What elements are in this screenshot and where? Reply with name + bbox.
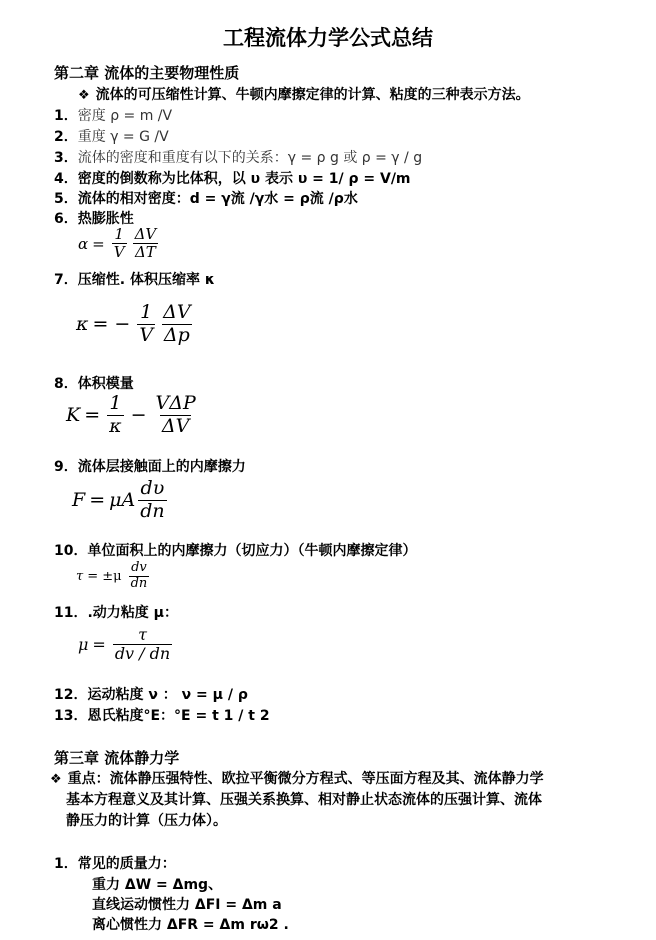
centrifugal-inertial-force-line: 离心惯性力 ΔFR = Δm rω2 . xyxy=(92,917,289,933)
fraction: $\frac{1}{\kappa}$ xyxy=(109,392,122,437)
fraction: $\frac{d\upsilon}{dn}$ xyxy=(140,477,165,522)
fraction: $\frac{\Delta V}{\Delta p}$ xyxy=(163,301,191,346)
fraction: $\frac{\tau}{dv / dn}$ xyxy=(114,625,171,664)
item-2: 2．重度 γ = G /V xyxy=(54,129,169,145)
item-8: 8．体积模量 xyxy=(54,376,134,392)
formula-bulk-modulus: K = $\frac{1}{\kappa}$ − $\frac{\text{VΔP}}{\Delta V}$ xyxy=(66,392,196,437)
formula-thermal-expansion: α = $\frac{1}{V}$ $\frac{\Delta V}{\Delta T}$ xyxy=(78,225,157,262)
gravity-force-line: 重力 ΔW = Δmg、 xyxy=(92,877,223,893)
fraction: $\frac{dv}{dn}$ xyxy=(130,560,148,591)
item-7: 7．压缩性. 体积压缩率 κ xyxy=(54,272,215,288)
chapter2-key-point-text: 流体的可压缩性计算、牛顿内摩擦定律的计算、粘度的三种表示方法。 xyxy=(95,87,530,103)
ch3-item-1: 1．常见的质量力： xyxy=(54,856,176,872)
diamond-bullet-icon: ❖ xyxy=(78,88,90,103)
chapter2-key-point xyxy=(78,86,530,105)
diamond-bullet-icon: ❖ xyxy=(50,772,62,787)
fraction: $\frac{\Delta V}{\Delta T}$ xyxy=(134,225,157,262)
chapter3-key-point-line-3: 静压力的计算（压力体）。 xyxy=(66,813,227,829)
formula-internal-friction: F = μA $\frac{d\upsilon}{dn}$ xyxy=(72,477,165,522)
fraction: $\frac{1}{V}$ xyxy=(139,301,154,346)
item-5: 5．流体的相对密度：d = γ流 /γ水 = ρ流 /ρ水 xyxy=(54,191,358,207)
item-9: 9．流体层接触面上的内摩擦力 xyxy=(54,459,246,475)
item-11: 11．.动力粘度 μ： xyxy=(54,605,178,621)
linear-inertial-force-line: 直线运动惯性力 ΔFI = Δm a xyxy=(92,897,282,913)
formula-compressibility: κ = − $\frac{1}{V}$ $\frac{\Delta V}{\Delta p}$ xyxy=(76,301,191,346)
item-10: 10．单位面积上的内摩擦力（切应力）（牛顿内摩擦定律） xyxy=(54,543,417,559)
item-3: 3．流体的密度和重度有以下的关系：γ = ρ g 或 ρ = γ / g xyxy=(54,150,423,166)
item-1: 1．密度 ρ = m /V xyxy=(54,108,173,124)
chapter3-key-point-line-1: ❖ 重点：流体静压强特性、欧拉平衡微分方程式、等压面方程及其、流体静力学 xyxy=(50,771,544,787)
fraction: $\frac{1}{V}$ xyxy=(113,225,125,262)
fraction: $\frac{\text{VΔP}}{\Delta V}$ xyxy=(155,392,196,437)
chapter3-key-point-line-2: 基本方程意义及其计算、压强关系换算、相对静止状态流体的压强计算、流体 xyxy=(66,792,542,808)
chapter3-heading: 第三章 流体静力学 xyxy=(54,749,180,767)
item-4: 4．密度的倒数称为比体积，以 υ 表示 υ = 1/ ρ = V/m xyxy=(54,171,411,187)
item-13: 13．恩氏粘度°E：°E = t 1 / t 2 xyxy=(54,708,270,724)
item-12: 12．运动粘度 ν ： ν = μ / ρ xyxy=(54,687,248,703)
formula-shear-stress: τ = ±μ $\frac{dv}{dn}$ xyxy=(76,560,148,591)
page-title: 工程流体力学公式总结 xyxy=(223,26,433,50)
item-6: 6．热膨胀性 xyxy=(54,211,134,227)
chapter2-heading: 第二章 流体的主要物理性质 xyxy=(54,64,240,82)
formula-dynamic-viscosity: μ = $\frac{\tau}{dv / dn}$ xyxy=(78,625,171,664)
